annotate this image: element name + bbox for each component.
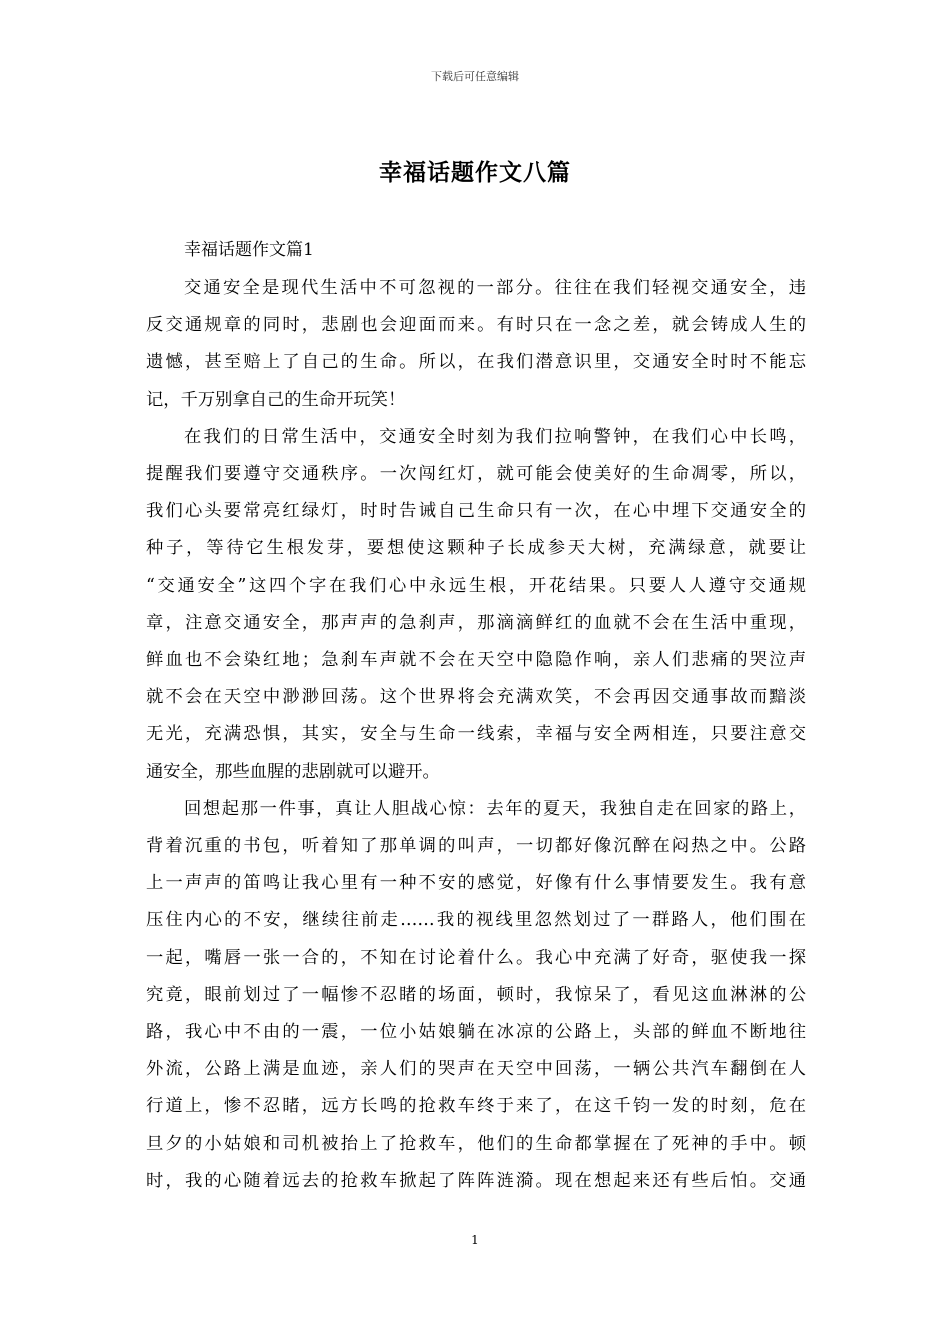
paragraph-line: 鲜血也不会染红地；急刹车声就不会在天空中隐隐作响，亲人们悲痛的哭泣声: [146, 650, 806, 671]
section-heading: 幸福话题作文篇1: [184, 240, 314, 260]
page-number: 1: [471, 1233, 479, 1247]
paragraph-line: 行道上，惨不忍睹，远方长鸣的抢救车终于来了，在这千钧一发的时刻，危在: [146, 1096, 806, 1117]
paragraph-line: 回想起那一件事，真让人胆战心惊：去年的夏天，我独自走在回家的路上，: [184, 798, 806, 819]
paragraph-line: 上一声声的笛鸣让我心里有一种不安的感觉，好像有什么事情要发生。我有意: [146, 873, 806, 894]
paragraph-line: 记，千万别拿自己的生命开玩笑！: [146, 389, 406, 410]
paragraph-line: 反交通规章的同时，悲剧也会迎面而来。有时只在一念之差，就会铸成人生的: [146, 315, 806, 336]
paragraph-line: 压住内心的不安，继续往前走……我的视线里忽然划过了一群路人，他们围在: [146, 910, 806, 931]
paragraph-1: [146, 270, 806, 419]
paragraph-line: “交通安全”这四个字在我们心中永远生根，开花结果。只要人人遵守交通规: [146, 575, 806, 596]
paragraph-line: 无光，充满恐惧，其实，安全与生命一线索，幸福与安全两相连，只要注意交: [146, 724, 806, 745]
paragraph-line: 提醒我们要遵守交通秩序。一次闯红灯，就可能会使美好的生命凋零，所以，: [146, 464, 806, 485]
page-header-note: 下载后可任意编辑: [431, 70, 519, 83]
paragraph-line: 交通安全是现代生活中不可忽视的一部分。往往在我们轻视交通安全，违: [184, 278, 806, 298]
paragraph-2: [146, 419, 806, 791]
paragraph-3: [146, 791, 806, 1200]
paragraph-line: 通安全，那些血腥的悲剧就可以避开。: [146, 761, 440, 782]
paragraph-line: 遗憾，甚至赔上了自己的生命。所以，在我们潜意识里，交通安全时时不能忘: [146, 352, 806, 373]
paragraph-line: 时，我的心随着远去的抢救车掀起了阵阵涟漪。现在想起来还有些后怕。交通: [146, 1170, 806, 1191]
document-body: [146, 234, 806, 1200]
paragraph-line: 种子，等待它生根发芽，要想使这颗种子长成参天大树，充满绿意，就要让: [146, 538, 806, 559]
paragraph-line: 在我们的日常生活中，交通安全时刻为我们拉响警钟，在我们心中长鸣，: [184, 426, 806, 447]
paragraph-line: 一起，嘴唇一张一合的，不知在讨论着什么。我心中充满了好奇，驱使我一探: [146, 947, 806, 968]
paragraph-line: 旦夕的小姑娘和司机被抬上了抢救车，他们的生命都掌握在了死神的手中。顿: [146, 1133, 806, 1154]
paragraph-line: 我们心头要常亮红绿灯，时时告诫自己生命只有一次，在心中埋下交通安全的: [146, 501, 806, 522]
document-title: 幸福话题作文八篇: [379, 159, 571, 186]
paragraph-line: 外流，公路上满是血迹，亲人们的哭声在天空中回荡，一辆公共汽车翻倒在人: [146, 1059, 806, 1080]
paragraph-line: 背着沉重的书包，听着知了那单调的叫声，一切都好像沉醉在闷热之中。公路: [146, 836, 806, 857]
paragraph-line: 究竟，眼前划过了一幅惨不忍睹的场面，顿时，我惊呆了，看见这血淋淋的公: [146, 984, 806, 1005]
paragraph-line: 就不会在天空中渺渺回荡。这个世界将会充满欢笑，不会再因交通事故而黯淡: [146, 687, 806, 708]
paragraph-line: 章，注意交通安全，那声声的急刹声，那滴滴鲜红的血就不会在生活中重现，: [146, 612, 806, 633]
paragraph-line: 路，我心中不由的一震，一位小姑娘躺在冰凉的公路上，头部的鲜血不断地往: [146, 1022, 806, 1043]
